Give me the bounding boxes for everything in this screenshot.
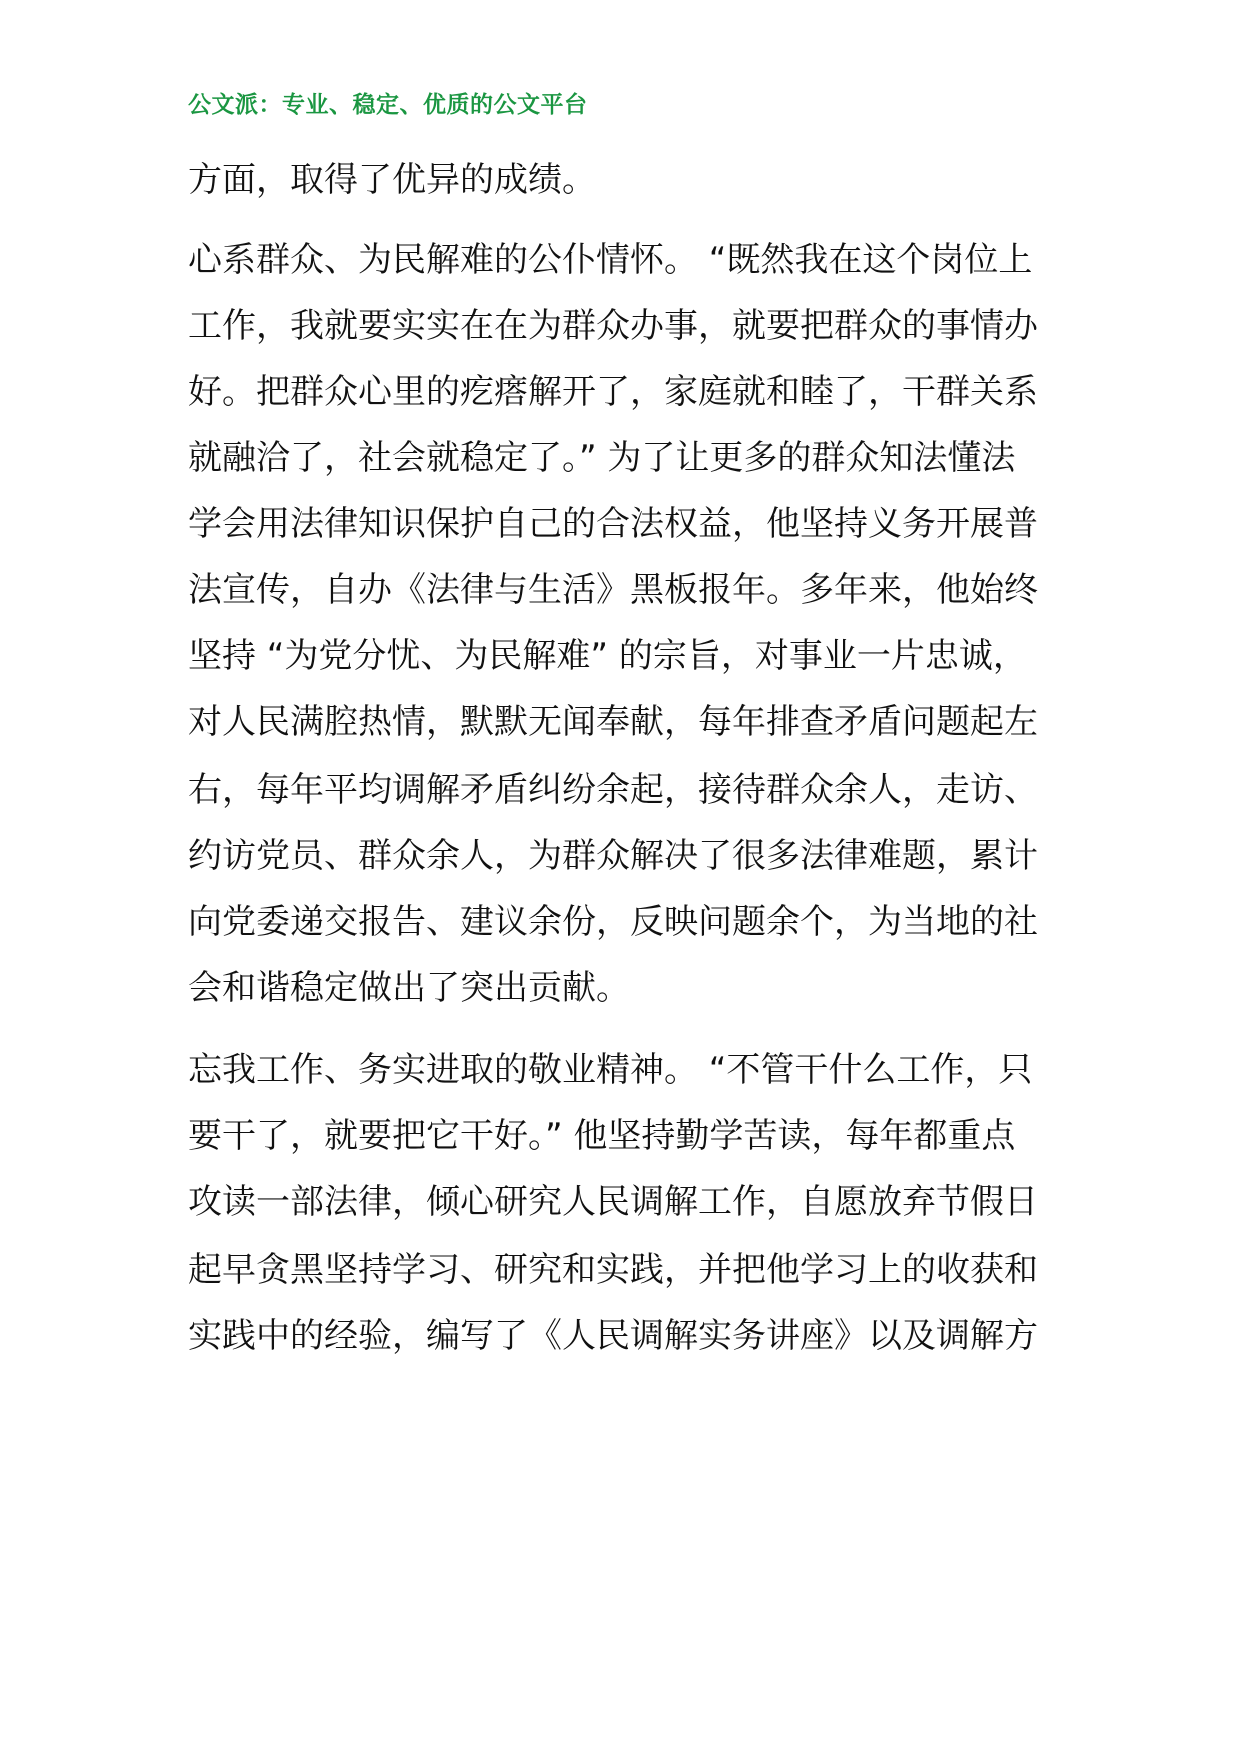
body-line: 忘我工作、务实进取的敬业精神。 “不管干什么工作，只 — [188, 1050, 1033, 1090]
body-line: 学会用法律知识保护自己的合法权益，他坚持义务开展普 — [188, 504, 1038, 544]
header-banner: 公文派：专业、稳定、优质的公文平台 — [188, 91, 588, 118]
body-line: 就融洽了，社会就稳定了。” 为了让更多的群众知法懂法 — [188, 438, 1016, 478]
body-line: 方面，取得了优异的成绩。 — [188, 160, 596, 200]
body-line: 心系群众、为民解难的公仆情怀。 “既然我在这个岗位上 — [188, 240, 1033, 280]
body-line: 法宣传，自办《法律与生活》黑板报年。多年来，他始终 — [188, 570, 1038, 610]
body-line: 工作，我就要实实在在为群众办事，就要把群众的事情办 — [188, 306, 1038, 346]
body-line: 坚持 “为党分忧、为民解难” 的宗旨，对事业一片忠诚， — [188, 636, 1027, 676]
body-line: 会和谐稳定做出了突出贡献。 — [188, 968, 630, 1008]
body-line: 对人民满腔热情，默默无闻奉献，每年排查矛盾问题起左 — [188, 702, 1038, 742]
body-line: 好。把群众心里的疙瘩解开了，家庭就和睦了，干群关系 — [188, 372, 1038, 412]
body-line: 要干了，就要把它干好。” 他坚持勤学苦读，每年都重点 — [188, 1116, 1016, 1156]
body-line: 约访党员、群众余人，为群众解决了很多法律难题，累计 — [188, 836, 1038, 876]
body-line: 右，每年平均调解矛盾纠纷余起，接待群众余人，走访、 — [188, 770, 1038, 810]
body-line: 攻读一部法律，倾心研究人民调解工作，自愿放弃节假日 — [188, 1182, 1038, 1222]
body-line: 起早贪黑坚持学习、研究和实践，并把他学习上的收获和 — [188, 1250, 1038, 1290]
body-line: 向党委递交报告、建议余份，反映问题余个，为当地的社 — [188, 902, 1038, 942]
body-line: 实践中的经验，编写了《人民调解实务讲座》以及调解方 — [188, 1316, 1038, 1356]
